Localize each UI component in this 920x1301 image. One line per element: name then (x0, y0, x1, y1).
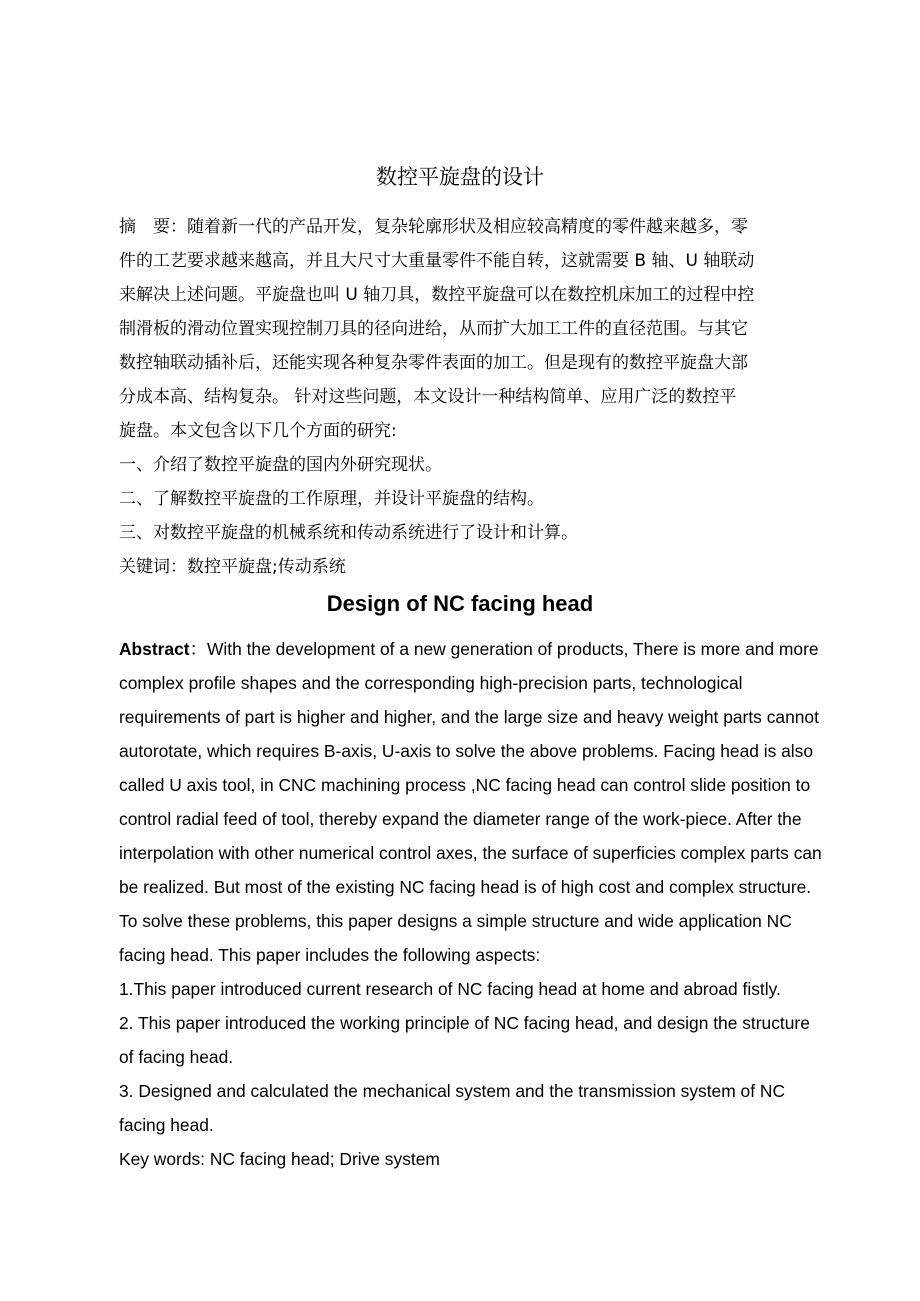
chinese-abstract-line: 数控轴联动插补后，还能实现各种复杂零件表面的加工。但是现有的数控平旋盘大部 (119, 353, 748, 373)
english-abstract-line: control radial feed of tool, thereby expand the diameter range of the work-piece. After the (119, 809, 802, 829)
chinese-abstract-line (119, 210, 809, 244)
english-abstract-line: called U axis tool, in CNC machining process ,NC facing head can control slide position to (119, 775, 811, 795)
english-abstract-separator: ： (189, 639, 207, 659)
chinese-abstract-line: 件的工艺要求越来越高，并且大尺寸大重量零件不能自转，这就需要 B 轴、U 轴联动 (119, 251, 755, 271)
chinese-abstract-line: 分成本高、结构复杂。 针对这些问题，本文设计一种结构简单、应用广泛的数控平 (119, 387, 737, 407)
chinese-list-item: 三、对数控平旋盘的机械系统和传动系统进行了设计和计算。 (119, 523, 578, 543)
english-abstract-text: With the development of a new generation of products, There is more and more (206, 639, 819, 659)
chinese-abstract (119, 210, 809, 584)
english-list-item: 1.This paper introduced current research of NC facing head at home and abroad fistly. (119, 979, 781, 999)
english-list-item: of facing head. (119, 1047, 234, 1067)
english-abstract-line: facing head. This paper includes the following aspects: (119, 945, 541, 965)
english-abstract (119, 632, 879, 1176)
chinese-abstract-line: 旋盘。本文包含以下几个方面的研究: (119, 421, 397, 441)
english-list-item: 3. Designed and calculated the mechanical system and the transmission system of NC (119, 1081, 785, 1101)
english-keywords-line: Key words: NC facing head; Drive system (119, 1149, 440, 1169)
chinese-abstract-text: 随着新一代的产品开发，复杂轮廓形状及相应较高精度的零件越来越多，零 (187, 217, 748, 237)
english-abstract-line: To solve these problems, this paper designs a simple structure and wide application NC (119, 911, 792, 931)
chinese-abstract-label: 摘 要： (119, 217, 187, 237)
english-abstract-line: interpolation with other numerical control axes, the surface of superficies complex parts can (119, 843, 822, 863)
english-list-item: 2. This paper introduced the working principle of NC facing head, and design the structure (119, 1013, 810, 1033)
chinese-abstract-line: 来解决上述问题。平旋盘也叫 U 轴刀具，数控平旋盘可以在数控机床加工的过程中控 (119, 285, 755, 305)
chinese-keywords-line (119, 550, 809, 584)
chinese-keywords: 数控平旋盘;传动系统 (187, 557, 346, 577)
english-abstract-line (119, 632, 879, 666)
english-abstract-line: autorotate, which requires B-axis, U-axis to solve the above problems. Facing head is also (119, 741, 814, 761)
english-abstract-line: be realized. But most of the existing NC facing head is of high cost and complex structure. (119, 877, 812, 897)
english-abstract-label: Abstract (119, 639, 190, 659)
english-abstract-line: complex profile shapes and the corresponding high-precision parts, technological (119, 673, 743, 693)
chinese-list-item: 二、了解数控平旋盘的工作原理，并设计平旋盘的结构。 (119, 489, 544, 509)
english-title: Design of NC facing head (326, 591, 594, 616)
chinese-keywords-label: 关键词： (119, 557, 187, 577)
english-list-item: facing head. (119, 1115, 214, 1135)
chinese-title: 数控平旋盘的设计 (376, 165, 544, 189)
chinese-list-item: 一、介绍了数控平旋盘的国内外研究现状。 (119, 455, 442, 475)
english-abstract-line: requirements of part is higher and higher, and the large size and heavy weight parts cannot (119, 707, 819, 727)
chinese-abstract-line: 制滑板的滑动位置实现控制刀具的径向进给，从而扩大加工工件的直径范围。与其它 (119, 319, 748, 339)
